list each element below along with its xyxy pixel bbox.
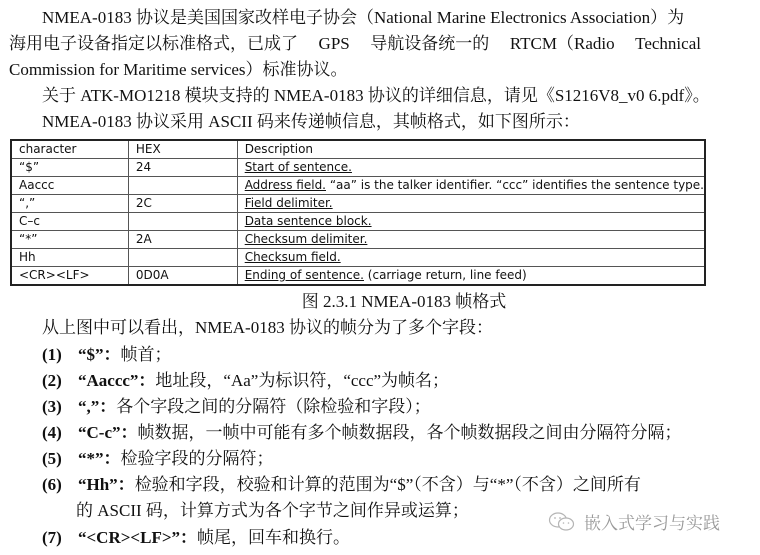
wechat-icon <box>548 511 576 533</box>
description-link: Field delimiter. <box>244 196 333 210</box>
cell-character: Aaccc <box>11 177 128 195</box>
description-text: (carriage return, line feed) <box>363 268 527 282</box>
cell-hex: 24 <box>128 159 237 177</box>
description-link: Start of sentence. <box>244 160 352 174</box>
item-text: 帧数据，一帧中可能有多个帧数据段，各个帧数据段之间由分隔符分隔； <box>137 423 682 442</box>
cell-description <box>237 249 705 267</box>
cell-description <box>237 267 705 286</box>
cell-character: “$” <box>11 159 128 177</box>
list-item-continuation: 的 ASCII 码，计算方式为各个字节之间作异或运算； <box>76 501 469 520</box>
table-row <box>11 195 705 213</box>
list-item <box>42 344 172 366</box>
text-segment: Technical <box>635 34 701 53</box>
table-header-row <box>11 140 705 159</box>
list-item <box>42 396 431 418</box>
frame-format-table <box>10 139 706 286</box>
list-item <box>42 448 274 470</box>
cell-description <box>237 159 705 177</box>
table-row <box>11 159 705 177</box>
table-row <box>11 267 705 286</box>
cell-character: <CR><LF> <box>11 267 128 286</box>
cell-description <box>237 231 705 249</box>
cell-character: C–c <box>11 213 128 231</box>
item-number: (3) <box>42 397 62 416</box>
cell-hex: 0D0A <box>128 267 237 286</box>
list-item <box>42 422 681 444</box>
item-text: 帧尾，回车和换行。 <box>197 528 351 547</box>
item-number: (2) <box>42 371 62 390</box>
description-link: Checksum field. <box>244 250 341 264</box>
list-item <box>42 527 350 549</box>
table-row <box>11 231 705 249</box>
cell-description <box>237 177 705 195</box>
item-key: “Aaccc”： <box>78 371 156 390</box>
item-number: (7) <box>42 528 62 547</box>
item-number: (4) <box>42 423 62 442</box>
description-link: Address field. <box>244 178 326 192</box>
figure-caption: 图 2.3.1 NMEA-0183 帧格式 <box>301 292 507 311</box>
cell-character: “*” <box>11 231 128 249</box>
item-text: 检验和字段，校验和计算的范围为“$”（不含）与“*”（不含）之间所有 <box>134 475 641 494</box>
cell-hex: 2A <box>128 231 237 249</box>
item-number: (5) <box>42 449 62 468</box>
item-key: “$”： <box>78 345 121 364</box>
cell-hex: 2C <box>128 195 237 213</box>
item-key: “<CR><LF>”： <box>78 528 198 547</box>
description-link: Ending of sentence. <box>244 268 364 282</box>
item-key: “Hh”： <box>78 475 135 494</box>
item-text: 各个字段之间的分隔符（除检验和字段）； <box>116 397 431 416</box>
cell-hex <box>128 213 237 231</box>
text-segment: 导航设备统一的 <box>370 34 490 53</box>
header-character: character <box>11 140 128 159</box>
item-text: 帧首； <box>120 345 172 364</box>
table-row <box>11 177 705 195</box>
paragraph-intro-line-1: NMEA-0183 协议是美国国家改样电子协会（National Marine Electronics Association）为 <box>42 8 685 27</box>
item-number: (6) <box>42 475 62 494</box>
watermark-text: 嵌入式学习与实践 <box>584 514 720 534</box>
list-item <box>42 474 641 496</box>
cell-character: “,” <box>11 195 128 213</box>
paragraph-intro-line-2 <box>9 33 701 55</box>
paragraph-intro-line-3: Commission for Maritime services）标准协议。 <box>9 60 348 79</box>
item-key: “*”： <box>78 449 121 468</box>
item-number: (1) <box>42 345 62 364</box>
text-segment: GPS <box>318 34 350 53</box>
header-hex: HEX <box>128 140 237 159</box>
item-key: “C-c”： <box>78 423 138 442</box>
description-text: “aa” is the talker identifier. “ccc” identifies the sentence type. <box>326 178 704 192</box>
text-segment: 海用电子设备指定以标准格式，已成了 <box>9 34 298 53</box>
paragraph-reference: 关于 ATK-MO1218 模块支持的 NMEA-0183 协议的详细信息，请见《S1216V8_v0 6.pdf》。 <box>42 86 710 105</box>
cell-description <box>237 195 705 213</box>
table-row <box>11 249 705 267</box>
item-text: 检验字段的分隔符； <box>120 449 274 468</box>
description-link: Checksum delimiter. <box>244 232 368 246</box>
item-key: “,”： <box>78 397 117 416</box>
cell-hex <box>128 249 237 267</box>
list-item <box>42 370 449 392</box>
header-description: Description <box>237 140 705 159</box>
paragraph-fields-intro: 从上图中可以看出，NMEA-0183 协议的帧分为了多个字段： <box>42 318 493 337</box>
cell-hex <box>128 177 237 195</box>
paragraph-frame-format: NMEA-0183 协议采用 ASCII 码来传递帧信息，其帧格式，如下图所示： <box>42 112 580 131</box>
item-text: 地址段，“Aa”为标识符，“ccc”为帧名； <box>155 371 450 390</box>
table-row <box>11 213 705 231</box>
watermark <box>548 509 720 534</box>
text-segment: RTCM（Radio <box>509 34 615 53</box>
description-link: Data sentence block. <box>244 214 372 228</box>
cell-description <box>237 213 705 231</box>
cell-character: Hh <box>11 249 128 267</box>
